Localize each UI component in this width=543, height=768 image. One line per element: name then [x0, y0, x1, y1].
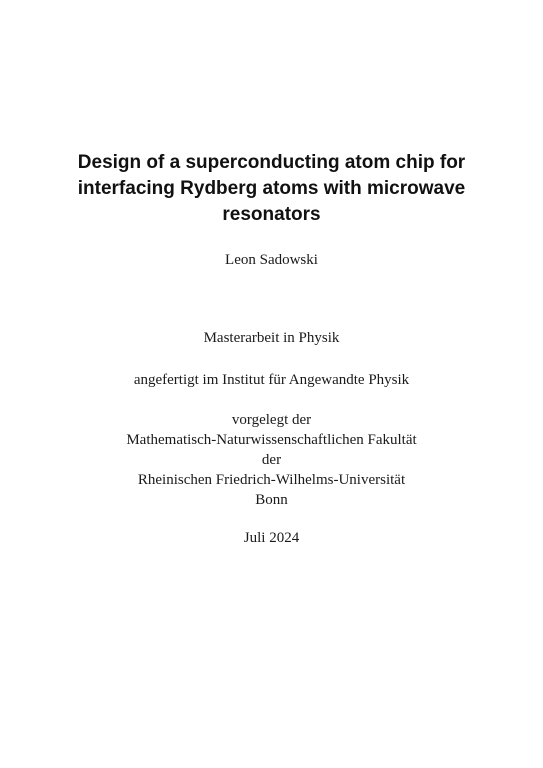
submission-line: Mathematisch-Naturwissenschaftlichen Fakultät: [126, 432, 417, 448]
submission-line: Bonn: [255, 492, 288, 508]
submission-date: Juli 2024: [243, 530, 300, 546]
thesis-title-line: interfacing Rydberg atoms with microwave: [77, 178, 466, 199]
submission-line: Rheinischen Friedrich-Wilhelms-Universität: [137, 472, 406, 488]
thesis-title-line: Design of a superconducting atom chip for: [77, 152, 466, 173]
institute-line: angefertigt im Institut für Angewandte Physik: [133, 372, 410, 388]
thesis-title-line: resonators: [222, 204, 321, 225]
thesis-title: [40, 150, 503, 228]
submission-line: der: [261, 452, 282, 468]
submission-block: [0, 410, 543, 510]
submission-line: vorgelegt der: [231, 412, 312, 428]
author-name: Leon Sadowski: [225, 252, 318, 268]
thesis-type: Masterarbeit in Physik: [203, 330, 340, 346]
